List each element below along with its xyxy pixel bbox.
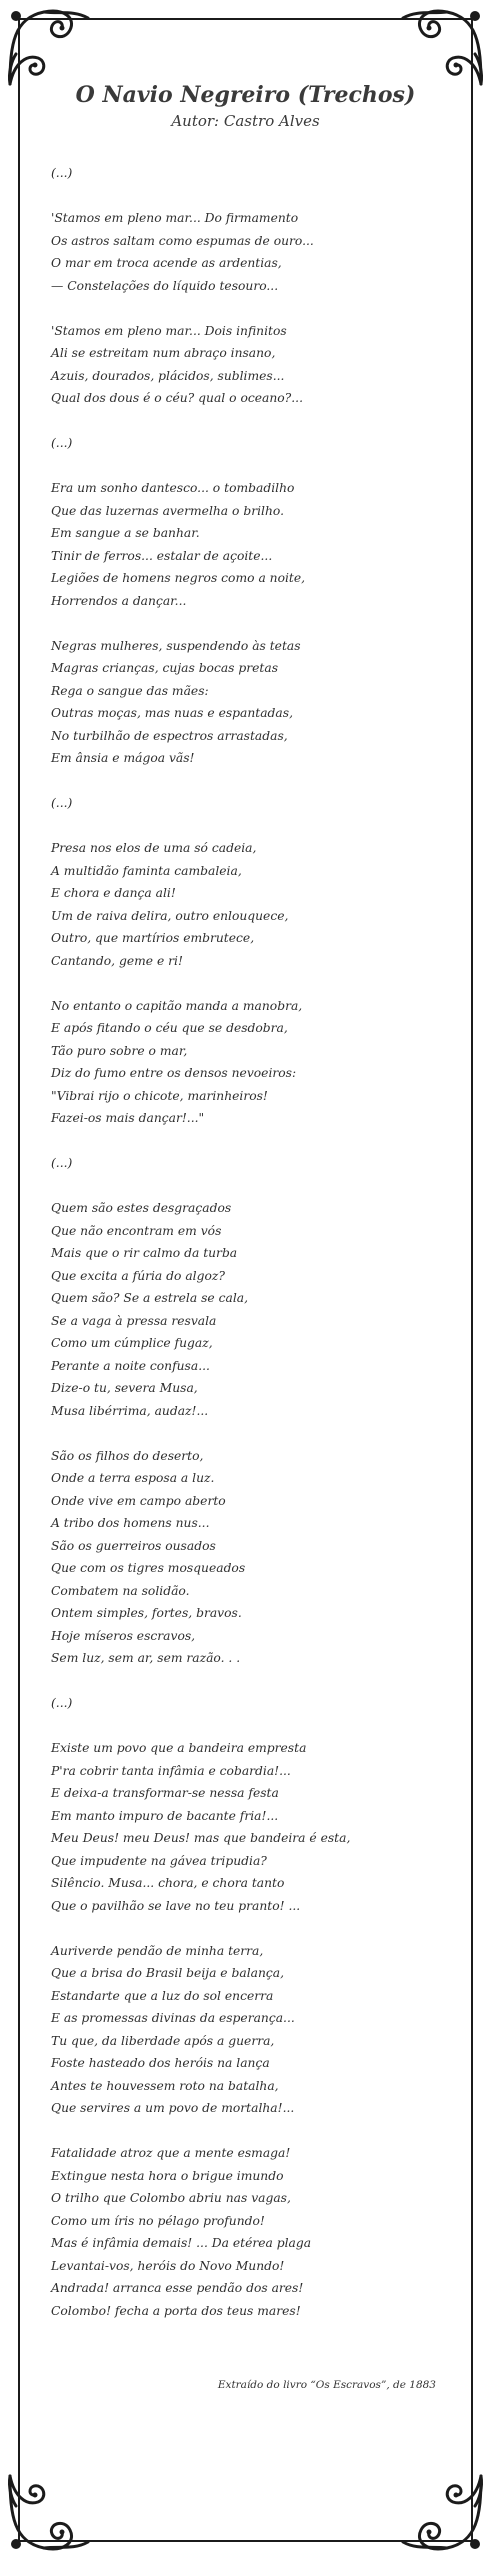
- corner-ornament-icon: [401, 2470, 487, 2556]
- verse-line: Um de raiva delira, outro enlouquece,: [51, 908, 289, 923]
- verse-line: Sem luz, sem ar, sem razão. . .: [51, 1651, 241, 1665]
- verse-line: Rega o sangue das mães:: [51, 683, 209, 698]
- verse-line: Que o pavilhão se lave no teu pranto! ...: [51, 1898, 301, 1913]
- verse-line: Que não encontram em vós: [51, 1223, 222, 1238]
- verse-line: Como um cúmplice fugaz,: [51, 1336, 213, 1350]
- verse-line: A tribo dos homens nus...: [51, 1516, 210, 1530]
- verse-line: Que das luzernas avermelha o brilho.: [51, 503, 284, 518]
- verse-line: Era um sonho dantesco... o tombadilho: [51, 481, 295, 495]
- corner-ornament-icon: [4, 2470, 90, 2556]
- verse-line: Andrada! arranca esse pendão dos ares!: [51, 2281, 304, 2295]
- verse-line: Diz do fumo entre os densos nevoeiros:: [51, 1066, 297, 1080]
- verse-line: E deixa-a transformar-se nessa festa: [51, 1786, 279, 1800]
- verse-line: "Vibrai rijo o chicote, marinheiros!: [51, 1088, 268, 1103]
- verse-line: Estandarte que a luz do sol encerra: [51, 1988, 274, 2003]
- verse-line: Musa libérrima, audaz!...: [51, 1403, 209, 1418]
- verse-line: Outro, que martírios embrutece,: [51, 931, 255, 945]
- verse-line: Onde vive em campo aberto: [51, 1493, 226, 1508]
- verse-line: No entanto o capitão manda a manobra,: [51, 998, 303, 1013]
- stanza: [51, 635, 451, 770]
- poem-body: [51, 162, 451, 2345]
- verse-line: 'Stamos em pleno mar... Do firmamento: [51, 211, 299, 225]
- verse-line: Em ânsia e mágoa vãs!: [51, 751, 195, 765]
- verse-line: — Constelações do líquido tesouro...: [51, 278, 279, 293]
- verse-line: Ontem simples, fortes, bravos.: [51, 1606, 242, 1620]
- top-rule: [96, 18, 395, 20]
- verse-line: Combatem na solidão.: [51, 1583, 190, 1598]
- verse-line: Se a vaga à pressa resvala: [51, 1313, 217, 1328]
- stanza: [51, 995, 451, 1130]
- corner-ornament-icon: [4, 4, 90, 90]
- stanza: [51, 837, 451, 972]
- stanza: [51, 2142, 451, 2322]
- verse-line: Ali se estreitam num abraço insano,: [51, 346, 276, 360]
- verse-line: Foste hasteado dos heróis na lança: [51, 2056, 270, 2070]
- verse-line: Extingue nesta hora o brigue imundo: [51, 2168, 284, 2183]
- verse-line: Mas é infâmia demais! ... Da etérea plaga: [51, 2236, 312, 2250]
- verse-line: São os guerreiros ousados: [51, 1538, 216, 1553]
- verse-line: Dize-o tu, severa Musa,: [51, 1381, 198, 1395]
- verse-line: Quem são? Se a estrela se cala,: [51, 1291, 248, 1305]
- verse-line: Existe um povo que a bandeira empresta: [51, 1741, 307, 1755]
- verse-line: Tão puro sobre o mar,: [51, 1043, 188, 1058]
- verse-line: Fatalidade atroz que a mente esmaga!: [51, 2146, 291, 2160]
- verse-line: Outras moças, mas nuas e espantadas,: [51, 706, 293, 720]
- verse-line: Que com os tigres mosqueados: [51, 1561, 246, 1575]
- verse-line: Azuis, dourados, plácidos, sublimes...: [51, 368, 285, 383]
- verse-line: Levantai-vos, heróis do Novo Mundo!: [51, 2258, 285, 2273]
- verse-line: São os filhos do deserto,: [51, 1448, 204, 1463]
- section-break-marker: (...): [51, 1156, 73, 1170]
- stanza: [51, 1197, 451, 1422]
- verse-line: Em manto impuro de bacante fria!...: [51, 1808, 279, 1823]
- bottom-rule: [96, 2540, 395, 2542]
- verse-line: Silêncio. Musa... chora, e chora tanto: [51, 1876, 285, 1890]
- verse-line: Que servires a um povo de mortalha!...: [51, 2101, 295, 2115]
- verse-line: Tinir de ferros... estalar de açoite...: [51, 548, 273, 563]
- verse-line: Meu Deus! meu Deus! mas que bandeira é esta,: [51, 1831, 351, 1845]
- verse-line: Auriverde pendão de minha terra,: [51, 1943, 264, 1958]
- verse-line: Que excita a fúria do algoz?: [51, 1268, 225, 1283]
- verse-line: O mar em troca acende as ardentias,: [51, 256, 282, 270]
- verse-line: Presa nos elos de uma só cadeia,: [51, 841, 257, 855]
- stanza: [51, 320, 451, 410]
- stanza: [51, 1445, 451, 1670]
- section-break-marker: (...): [51, 796, 73, 810]
- verse-line: Cantando, geme e ri!: [51, 953, 183, 968]
- section-break-marker: (...): [51, 436, 73, 450]
- verse-line: E chora e dança ali!: [51, 886, 176, 900]
- stanza: [51, 477, 451, 612]
- document-title: O Navio Negreiro (Trechos): [75, 82, 416, 108]
- verse-line: O trilho que Colombo abriu nas vagas,: [51, 2191, 291, 2205]
- verse-line: 'Stamos em pleno mar... Dois infinitos: [51, 323, 287, 338]
- verse-line: E as promessas divinas da esperança...: [51, 2011, 295, 2025]
- verse-line: E após fitando o céu que se desdobra,: [51, 1021, 288, 1035]
- verse-line: Magras crianças, cujas bocas pretas: [51, 661, 279, 675]
- verse-line: Que impudente na gávea tripudia?: [51, 1853, 267, 1868]
- verse-line: Onde a terra esposa a luz.: [51, 1471, 215, 1485]
- verse-line: Quem são estes desgraçados: [51, 1201, 232, 1215]
- verse-line: Hoje míseros escravos,: [51, 1628, 196, 1643]
- verse-line: Negras mulheres, suspendendo às tetas: [51, 638, 301, 653]
- section-break-marker: (...): [51, 166, 73, 180]
- verse-line: A multidão faminta cambaleia,: [51, 863, 242, 878]
- verse-line: Tu que, da liberdade após a guerra,: [51, 2033, 275, 2048]
- verse-line: Mais que o rir calmo da turba: [51, 1246, 238, 1260]
- verse-line: P'ra cobrir tanta infâmia e cobardia!...: [51, 1763, 291, 1778]
- stanza: [51, 1940, 451, 2120]
- verse-line: Perante a noite confusa...: [51, 1358, 210, 1373]
- verse-line: Horrendos a dançar...: [51, 593, 187, 608]
- document-author: Autor: Castro Alves: [171, 112, 320, 130]
- verse-line: No turbilhão de espectros arrastadas,: [51, 728, 288, 743]
- verse-line: Qual dos dous é o céu? qual o oceano?...: [51, 391, 303, 405]
- stanza: [51, 1737, 451, 1917]
- source-note: Extraído do livro “Os Escravos”, de 1883: [217, 2379, 436, 2391]
- verse-line: Legiões de homens negros como a noite,: [51, 571, 306, 585]
- section-break-marker: (...): [51, 1696, 73, 1710]
- stanza: [51, 207, 451, 297]
- verse-line: Antes te houvessem roto na batalha,: [51, 2078, 279, 2093]
- corner-ornament-icon: [401, 4, 487, 90]
- verse-line: Como um íris no pélago profundo!: [51, 2213, 265, 2228]
- verse-line: Os astros saltam como espumas de ouro...: [51, 233, 314, 248]
- verse-line: Fazei-os mais dançar!...": [51, 1111, 205, 1125]
- verse-line: Colombo! fecha a porta dos teus mares!: [51, 2303, 301, 2318]
- verse-line: Que a brisa do Brasil beija e balança,: [51, 1966, 285, 1980]
- verse-line: Em sangue a se banhar.: [51, 526, 200, 540]
